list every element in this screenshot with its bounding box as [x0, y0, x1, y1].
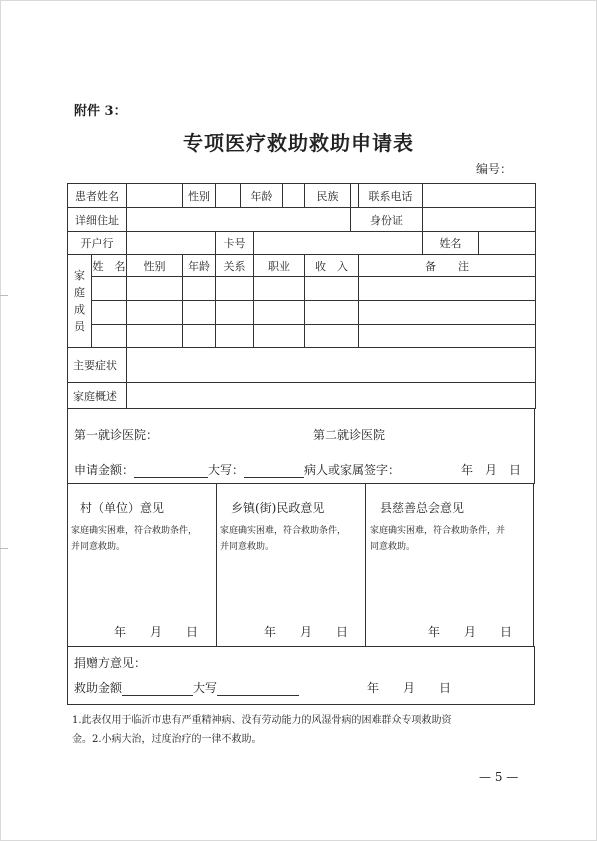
fold-mark: [0, 548, 8, 549]
family-overview-field[interactable]: [127, 383, 536, 409]
address-field[interactable]: [127, 208, 351, 232]
village-opinion-date: 年 月 日: [114, 625, 199, 639]
apply-uppercase-label: 大写：: [208, 463, 245, 477]
symptoms-label: 主要症状: [68, 348, 127, 383]
family-cell[interactable]: [183, 301, 216, 325]
township-opinion-title: 乡镇(街)民政意见: [231, 501, 325, 515]
family-cell[interactable]: [305, 301, 359, 325]
note-line-2: 金。2.小病大治，过度治疗的一律不救助。: [72, 734, 262, 745]
serial-number-label: 编号：: [476, 162, 513, 176]
family-cell[interactable]: [254, 277, 305, 301]
signature-label: 病人或家属签字：: [304, 463, 401, 477]
apply-date: 年 月 日: [461, 463, 522, 477]
apply-amount-row: [74, 461, 400, 478]
family-col-remarks: 备 注: [359, 255, 536, 277]
township-opinion-text: 并同意救助。: [220, 542, 275, 552]
donor-amount-field[interactable]: [122, 682, 193, 696]
apply-amount-label: 申请金额：: [74, 463, 135, 477]
age-field[interactable]: [283, 184, 305, 208]
family-cell[interactable]: [359, 277, 536, 301]
family-row: [68, 325, 536, 348]
gender-label: 性别: [183, 184, 216, 208]
account-holder-field[interactable]: [479, 232, 536, 255]
family-col-income: 收 入: [305, 255, 359, 277]
family-cell[interactable]: [183, 277, 216, 301]
donor-uppercase-label: 大写: [193, 681, 218, 695]
family-cell[interactable]: [127, 277, 183, 301]
family-cell[interactable]: [359, 301, 536, 325]
family-cell[interactable]: [92, 301, 127, 325]
family-col-relation: 关系: [216, 255, 254, 277]
apply-amount-field[interactable]: [134, 464, 208, 478]
village-opinion-title: 村（单位）意见: [80, 501, 165, 515]
county-opinion-title: 县慈善总会意见: [380, 501, 465, 515]
application-form-table: [67, 183, 536, 409]
county-opinion-date: 年 月 日: [428, 625, 513, 639]
patient-name-field[interactable]: [127, 184, 183, 208]
form-title: 专项医疗救助救助申请表: [183, 131, 414, 155]
donor-opinion-label: 捐赠方意见：: [74, 656, 147, 670]
id-card-label: 身份证: [351, 208, 423, 232]
county-opinion-text: 家庭确实困难，符合救助条件，并: [370, 526, 506, 536]
account-holder-label: 姓名: [423, 232, 479, 255]
family-members-label: [68, 255, 92, 348]
note-line-1: 1.此表仅用于临沂市患有严重精神病、没有劳动能力的风湿骨病的困难群众专项救助资: [72, 715, 452, 726]
gender-field[interactable]: [216, 184, 241, 208]
township-opinion-text: 家庭确实困难，符合救助条件，: [220, 526, 347, 536]
apply-uppercase-field[interactable]: [244, 464, 304, 478]
symptoms-field[interactable]: [127, 348, 536, 383]
family-cell[interactable]: [92, 325, 127, 348]
county-opinion-text: 同意救助。: [370, 542, 416, 552]
family-cell[interactable]: [127, 301, 183, 325]
family-cell[interactable]: [359, 325, 536, 348]
family-cell[interactable]: [216, 325, 254, 348]
family-cell[interactable]: [254, 301, 305, 325]
township-opinion-date: 年 月 日: [264, 625, 349, 639]
bank-field[interactable]: [127, 232, 216, 255]
village-opinion-text: 家庭确实困难，符合救助条件，: [71, 526, 198, 536]
family-row: [68, 277, 536, 301]
bank-label: 开户行: [68, 232, 127, 255]
family-cell[interactable]: [216, 301, 254, 325]
family-col-age: 年龄: [183, 255, 216, 277]
family-col-gender: 性别: [127, 255, 183, 277]
id-card-field[interactable]: [423, 208, 536, 232]
family-cell[interactable]: [305, 325, 359, 348]
donor-amount-row: [74, 679, 299, 696]
age-label: 年龄: [241, 184, 283, 208]
village-opinion-text: 并同意救助。: [71, 542, 126, 552]
family-cell[interactable]: [305, 277, 359, 301]
page-number: — 5 —: [479, 770, 519, 784]
family-cell[interactable]: [183, 325, 216, 348]
attachment-label: 附件 3：: [74, 104, 127, 119]
family-cell[interactable]: [92, 277, 127, 301]
family-col-name: 姓 名: [92, 255, 127, 277]
family-members-text: 家庭成员: [74, 269, 85, 333]
ethnicity-label: 民族: [305, 184, 351, 208]
first-hospital-label: 第一就诊医院：: [74, 428, 159, 442]
family-row: [68, 301, 536, 325]
family-cell[interactable]: [216, 277, 254, 301]
donor-date: 年 月 日: [367, 681, 452, 695]
donor-amount-label: 救助金额: [74, 681, 123, 695]
address-label: 详细住址: [68, 208, 127, 232]
ethnicity-field[interactable]: [351, 184, 359, 208]
family-overview-label: 家庭概述: [68, 383, 127, 409]
phone-label: 联系电话: [359, 184, 423, 208]
family-cell[interactable]: [127, 325, 183, 348]
card-number-field[interactable]: [254, 232, 423, 255]
card-number-label: 卡号: [216, 232, 254, 255]
family-col-occupation: 职业: [254, 255, 305, 277]
second-hospital-label: 第二就诊医院: [313, 428, 386, 442]
family-cell[interactable]: [254, 325, 305, 348]
patient-name-label: 患者姓名: [68, 184, 127, 208]
fold-mark: [0, 295, 8, 296]
phone-field[interactable]: [423, 184, 536, 208]
donor-uppercase-field[interactable]: [217, 682, 299, 696]
